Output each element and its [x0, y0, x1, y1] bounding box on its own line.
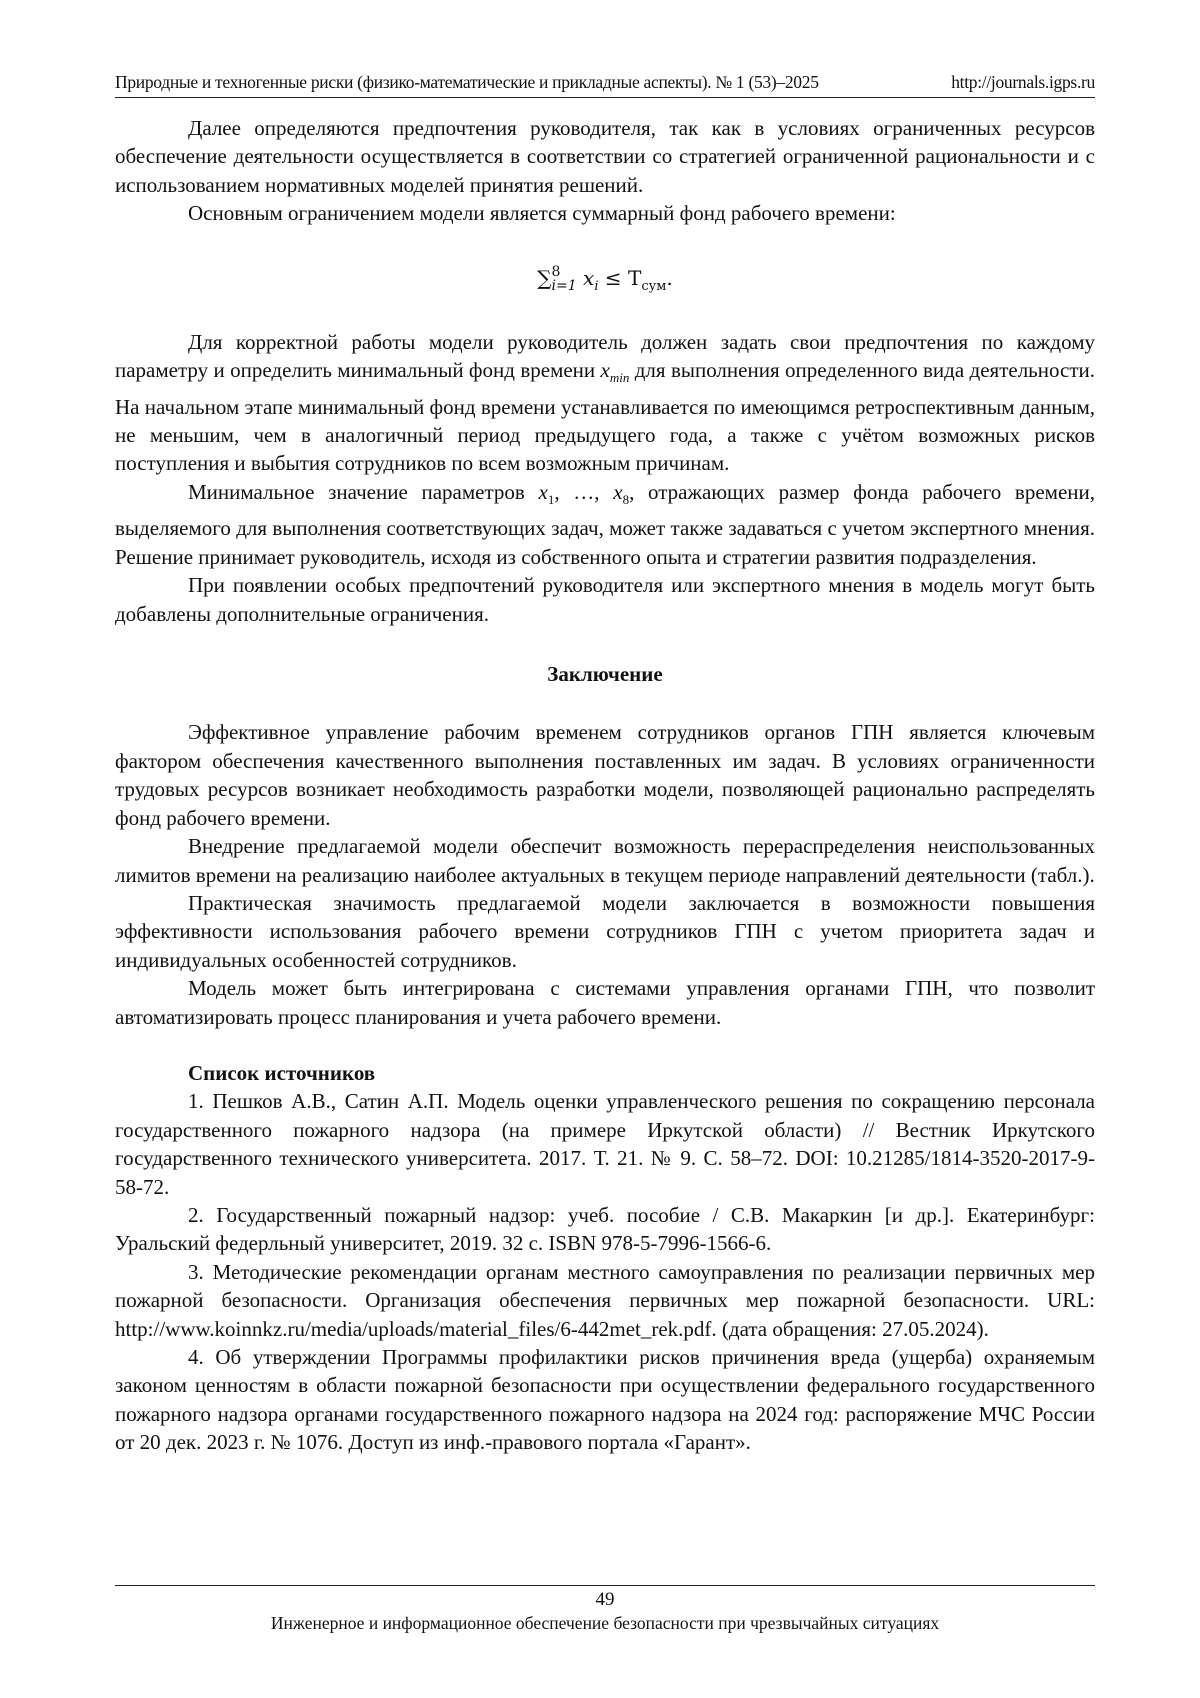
var-sub: min — [609, 370, 630, 386]
text: для выполнения определенного вида деятельности. На начальном этапе минимальный фонд времени устанавливается по имеющимся ретроспективным данным, не меньшим, чем в аналогичный период предыдущего года, а также с учётом возможных рисков поступления и выбытия сотрудников по всем возможным причинам. — [115, 358, 1096, 476]
formula-var-sub: i — [594, 278, 599, 294]
var: x — [613, 479, 623, 504]
var-sub: 8 — [622, 492, 630, 508]
running-header — [115, 72, 1095, 93]
formula-var: x — [583, 265, 595, 290]
paragraph: Внедрение предлагаемой модели обеспечит возможность перераспределения неиспользованных лимитов времени на реализацию наиболее актуальных в текущем периоде направлений деятельности (табл.). — [115, 834, 1095, 887]
header-rule — [115, 97, 1095, 98]
reference-item: 2. Государственный пожарный надзор: учеб. пособие / С.В. Макаркин [и др.]. Екатеринбург: Уральский федерльный университет, 2019. 32 с. ISBN 978-5-7996-1566-6. — [115, 1202, 1095, 1256]
text: , …, — [554, 479, 614, 504]
footer-rule — [115, 1585, 1095, 1586]
paragraph: При появлении особых предпочтений руководителя или экспертного мнения в модель могут быть добавлены дополнительные ограничения. — [115, 573, 1095, 626]
paragraph: Основным ограничением модели является суммарный фонд рабочего времени: — [188, 201, 896, 226]
formula-end: . — [666, 265, 673, 290]
paragraph: Модель может быть интегрирована с системами управления органами ГПН, что позволит автоматизировать процесс планирования и учета рабочего времени. — [115, 976, 1095, 1029]
var: x — [600, 358, 610, 383]
formula-time-constraint — [115, 258, 1095, 298]
text: , отражающих размер фонда рабочего времени, выделяемого для выполнения соответствующих задач, может также задаваться с учетом экспертного мнения. Решение принимает руководитель, исходя из собственного опыта и стратегии развития подразделения. — [115, 479, 1095, 569]
formula-relation: ≤ T — [604, 265, 642, 290]
reference-item: 4. Об утверждении Программы профилактики рисков причинения вреда (ущерба) охраняемым законом ценностям в области пожарной безопасности при осуществлении федерального государственного пожарного надзора органами государственного пожарного надзора на 2024 год: распоряжение МЧС России от 20 дек. 2023 г. № 1076. Доступ из инф.-правового портала «Гарант». — [115, 1345, 1095, 1455]
page-number: 49 — [595, 1589, 615, 1610]
text: Минимальное значение параметров — [188, 479, 539, 504]
var: x — [538, 479, 548, 504]
reference-item: 3. Методические рекомендации органам местного самоуправления по реализации первичных мер пожарной безопасности. Организация обеспечения первичных мер пожарной безопасности. URL: http://www.koinnkz.ru/media/uploads/material_files/6-442met_rek.pdf. (дата обращения: 27.05.2024). — [115, 1259, 1095, 1341]
reference-item: 1. Пешков А.В., Сатин А.П. Модель оценки управленческого решения по сокращению персонала государственного пожарного надзора (на примере Иркутской области) // Вестник Иркутского государственного технического университета. 2017. Т. 21. № 9. С. 58–72. DOI: 10.21285/1814-3520-2017-9-58-72. — [115, 1089, 1095, 1199]
formula-rhs-sub: сум — [641, 278, 667, 294]
section-heading-conclusion: Заключение — [547, 662, 663, 687]
references-heading: Список источников — [188, 1060, 376, 1085]
paragraph — [115, 328, 1095, 478]
running-footer: Инженерное и информационное обеспечение безопасности при чрезвычайных ситуациях — [270, 1613, 940, 1633]
text: Для корректной работы модели руководитель должен задать свои предпочтения по каждому параметру и определить минимальный фонд времени — [115, 329, 1095, 383]
sum-lower: i=1 — [551, 278, 577, 295]
paragraph — [115, 478, 1095, 571]
sum-symbol: ∑ — [537, 265, 552, 290]
journal-url: http://journals.igps.ru — [951, 72, 1095, 92]
journal-title: Природные и техногенные риски (физико-математические и прикладные аспекты). № 1 (53)–2025 — [115, 72, 819, 92]
paragraph: Эффективное управление рабочим временем сотрудников органов ГПН является ключевым фактором обеспечения качественного выполнения поставленных им задач. В условиях ограниченности трудовых ресурсов возникает необходимость разработки модели, позволяющей рационально распределять фонд рабочего времени. — [115, 720, 1095, 830]
sum-upper: 8 — [551, 264, 561, 281]
paragraph: Далее определяются предпочтения руководителя, так как в условиях ограниченных ресурсов обеспечение деятельности осуществляется в соответствии со стратегией ограниченной рациональности и с использованием нормативных моделей принятия решений. — [115, 116, 1095, 197]
paragraph: Практическая значимость предлагаемой модели заключается в возможности повышения эффективности использования рабочего времени сотрудников ГПН с учетом приоритета задач и индивидуальных особенностей сотрудников. — [115, 890, 1095, 972]
page-body — [115, 114, 1095, 1457]
var-sub: 1 — [547, 492, 555, 508]
